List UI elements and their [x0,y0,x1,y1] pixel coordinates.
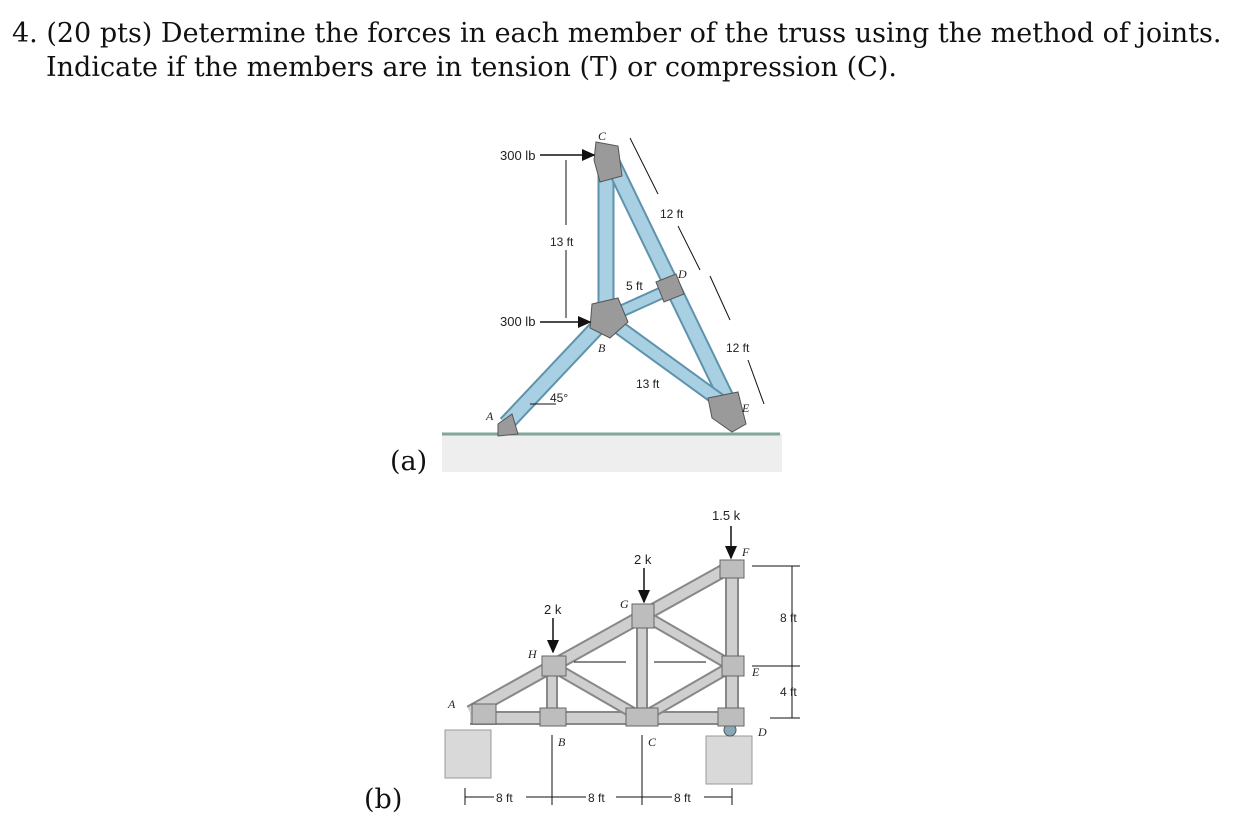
load-top-label: 300 lb [500,148,536,163]
dim-bottom-2-label: 8 ft [588,791,605,805]
joint-c-label-b: C [648,735,657,749]
load-mid-label: 300 lb [500,314,536,329]
plate-h [542,656,566,676]
load-h-label: 2 k [544,602,562,617]
plate-c [594,142,622,182]
joint-d-label-b: D [758,725,767,739]
joint-e-label-b: E [752,665,760,679]
problem-statement-line-1: 4. (20 pts) Determine the forces in each member of the truss using the method of joints. [12,18,1222,49]
plate-a [472,704,496,724]
dim-right-top-label: 8 ft [780,611,797,625]
dim-short-label: 5 ft [626,279,643,293]
joint-a-label: A [486,409,494,423]
dim-upper-label: 12 ft [660,207,684,221]
angle-label: 45° [550,391,569,405]
dim-lower-line-a [710,276,730,320]
figure-b-label: (b) [364,784,403,815]
plate-b [540,708,566,726]
figure-a-label: (a) [390,446,428,477]
joint-f-label-b: F [742,545,750,559]
plate-g [632,604,654,628]
diagonal-ge-fill [642,614,732,666]
support-left-block [445,730,491,778]
plate-d [718,708,744,726]
figure-b-truss [445,508,800,805]
joint-a-label-b: A [448,697,456,711]
load-f-label: 1.5 k [712,508,741,523]
joint-e-label: E [742,401,750,415]
ground-slab [442,434,782,472]
dim-right-bottom-label: 4 ft [780,685,797,699]
plate-e [708,392,746,432]
problem-statement-line-2: Indicate if the members are in tension (T) or compression (C). [46,52,897,83]
plate-c [626,708,658,726]
dim-lower-label: 12 ft [726,341,750,355]
figure-a-truss [442,129,782,472]
joint-b-label: B [598,341,606,355]
member-ab [506,318,606,424]
support-right-block [706,736,752,784]
load-g-label: 2 k [634,552,652,567]
dim-bottom-3-label: 8 ft [674,791,691,805]
dim-upper-line-a [630,138,658,194]
plate-e [722,656,744,676]
joint-b-label-b: B [558,735,566,749]
dim-vertical-label: 13 ft [550,235,574,249]
dim-diag-label: 13 ft [636,377,660,391]
joint-d-label: D [678,267,687,281]
joint-h-label-b: H [528,647,537,661]
joint-g-label-b: G [620,597,629,611]
plate-f [720,560,744,578]
dim-lower-line-b [748,360,764,404]
dim-bottom-1-label: 8 ft [496,791,513,805]
dim-upper-line-b [678,226,700,270]
joint-c-label: C [598,129,607,143]
